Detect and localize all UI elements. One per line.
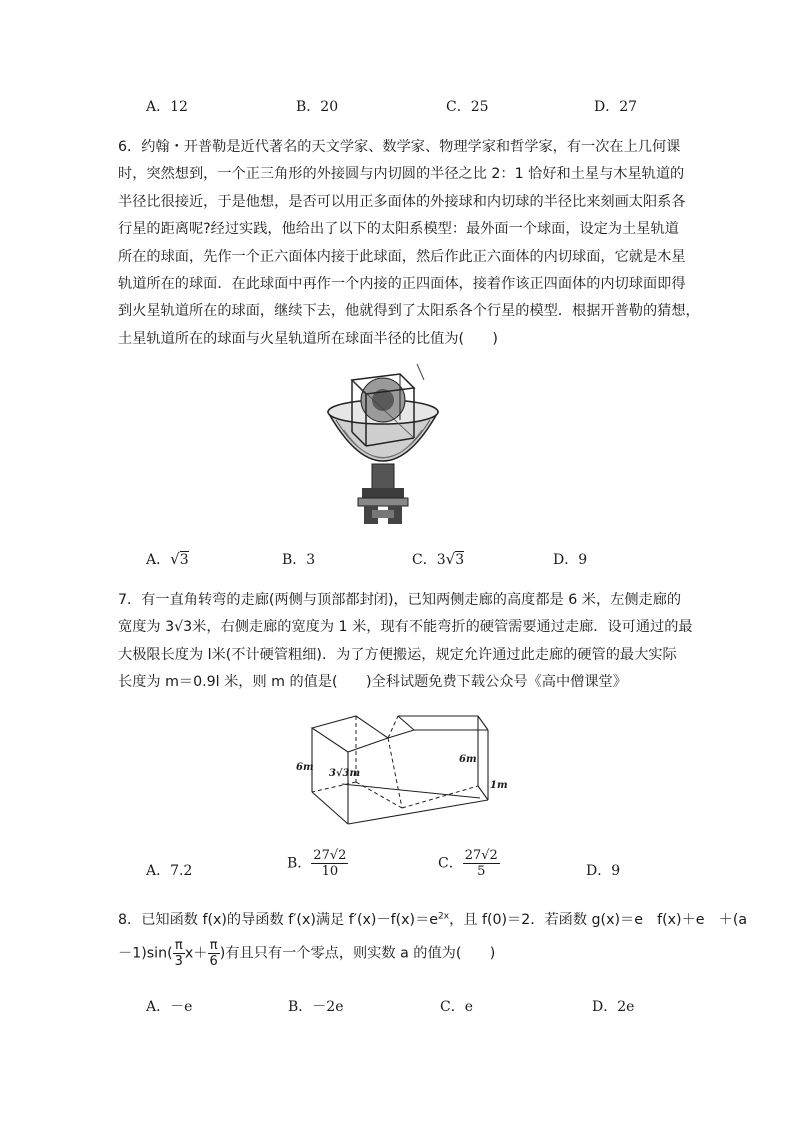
corridor-left-height-label: 6m <box>296 762 314 773</box>
q6-option-a-radicand: 3 <box>179 552 189 568</box>
q6-line: 行星的距离呢?经过实践，他给出了以下的太阳系模型：最外面一个球面，设定为土星轨道 <box>118 221 679 238</box>
q6-option-a <box>146 549 189 569</box>
q6-line: 6．约翰・开普勒是近代著名的天文学家、数学家、物理学家和哲学家，有一次在上几何课 <box>118 139 681 155</box>
sqrt-symbol: √ <box>170 550 180 568</box>
q7-option-c-numerator: 27√2 <box>464 848 498 863</box>
q8-line1-tail: ，且 f(0)＝2．若函数 g(x)＝e f(x)＋e ＋(a <box>449 912 748 928</box>
q8-option-c: C．e <box>440 999 473 1015</box>
q7-line: 宽度为 3√3米，右侧走廊的宽度为 1 米，现有不能弯折的硬管需要通过走廊．设可通过的最 <box>118 619 693 636</box>
q6-option-c-radicand: 3 <box>455 552 465 568</box>
q7-option-c-denominator: 5 <box>477 864 486 879</box>
q7-line: 长度为 m＝0.9l 米，则 m 的值是( )全科试题免费下载公众号《高中僧课堂》 <box>118 674 627 691</box>
q7-line: 大极限长度为 l米(不计硬管粗细)．为了方便搬运，规定允许通过此走廊的硬管的最大实际 <box>118 646 677 663</box>
corridor-left-width-label: 3√3m <box>329 768 361 779</box>
q5-option-b: B．20 <box>296 99 339 115</box>
q7-option-c <box>438 848 500 879</box>
q7-option-a: A．7.2 <box>146 863 193 879</box>
q8-option-a: A．－e <box>146 999 193 1015</box>
q6-line: 轨道所在的球面．在此球面中再作一个内接的正四面体，接着作该正四面体的内切球面即得 <box>118 276 686 293</box>
q5-option-c: C．25 <box>446 99 489 115</box>
q8-pi-numerator: π <box>173 938 185 954</box>
q5-option-a: A．12 <box>146 99 188 115</box>
q7-option-b <box>287 848 348 879</box>
q7-option-b-numerator: 27√2 <box>313 848 347 863</box>
q6-line: 时，突然想到，一个正三角形的外接圆与内切圆的半径之比 2：1 恰好和土星与木星轨道的 <box>118 166 685 183</box>
q8-line1-exponent: 2x <box>438 911 450 922</box>
q8-option-d: D．2e <box>592 999 635 1015</box>
q6-option-c-prefix: C．3 <box>412 552 446 568</box>
q8-option-b: B．－2e <box>288 999 344 1015</box>
q7-option-c-prefix: C． <box>438 855 463 872</box>
q6-stem <box>118 134 698 353</box>
corridor-right-height-label: 6m <box>459 754 477 765</box>
sqrt-symbol: √ <box>445 550 456 568</box>
q8-pi-over-3 <box>173 938 185 969</box>
q7-line: 7．有一直角转弯的走廊(两侧与顶部都封闭)，已知两侧走廊的高度都是 6 米，左侧走廊的 <box>118 592 682 608</box>
q8-line2-prefix: －1)sin( <box>118 945 173 962</box>
q7-option-c-fraction <box>463 848 500 879</box>
q8-pi-denominator: 6 <box>209 954 218 969</box>
q6-line: 半径比很接近，于是他想，是否可以用正多面体的外接球和内切球的半径比来刻画太阳系各 <box>118 193 686 210</box>
q8-line2-tail: )有且只有一个零点，则实数 a 的值为( ) <box>219 945 496 962</box>
q7-stem <box>118 587 698 697</box>
q7-option-b-prefix: B． <box>287 855 312 872</box>
q8-line2-mid: x＋ <box>184 945 208 962</box>
q7-option-b-fraction <box>311 848 348 879</box>
q5-option-d: D．27 <box>594 99 638 115</box>
kepler-model-illustration <box>322 360 444 528</box>
q6-option-d: D．9 <box>553 552 588 568</box>
q7-option-d: D．9 <box>586 863 621 879</box>
q8-stem-line2 <box>118 938 495 969</box>
q8-stem-line1 <box>118 909 747 929</box>
q6-line: 土星轨道所在的球面与火星轨道所在球面半径的比值为( ) <box>118 330 498 347</box>
corridor-right-width-label: 1m <box>490 780 508 791</box>
q7-option-b-denominator: 10 <box>321 864 339 879</box>
q8-line1-text: 8．已知函数 f(x)的导函数 f′(x)满足 f′(x)－f(x)＝e <box>118 912 439 928</box>
q8-pi-numerator: π <box>208 938 220 954</box>
q8-pi-over-6 <box>208 938 220 969</box>
q6-line: 所在的球面，先作一个正六面体内接于此球面，然后作此正六面体的内切球面，它就是木星 <box>118 248 686 265</box>
q6-option-a-prefix: A． <box>146 552 171 568</box>
q8-pi-denominator: 3 <box>174 954 183 969</box>
q6-option-c <box>412 549 464 569</box>
q6-option-b: B．3 <box>282 552 316 568</box>
corridor-figure <box>292 712 512 832</box>
q6-line: 到火星轨道所在的球面，继续下去，他就得到了太阳系各个行星的模型．根据开普勒的猜想， <box>118 303 700 320</box>
